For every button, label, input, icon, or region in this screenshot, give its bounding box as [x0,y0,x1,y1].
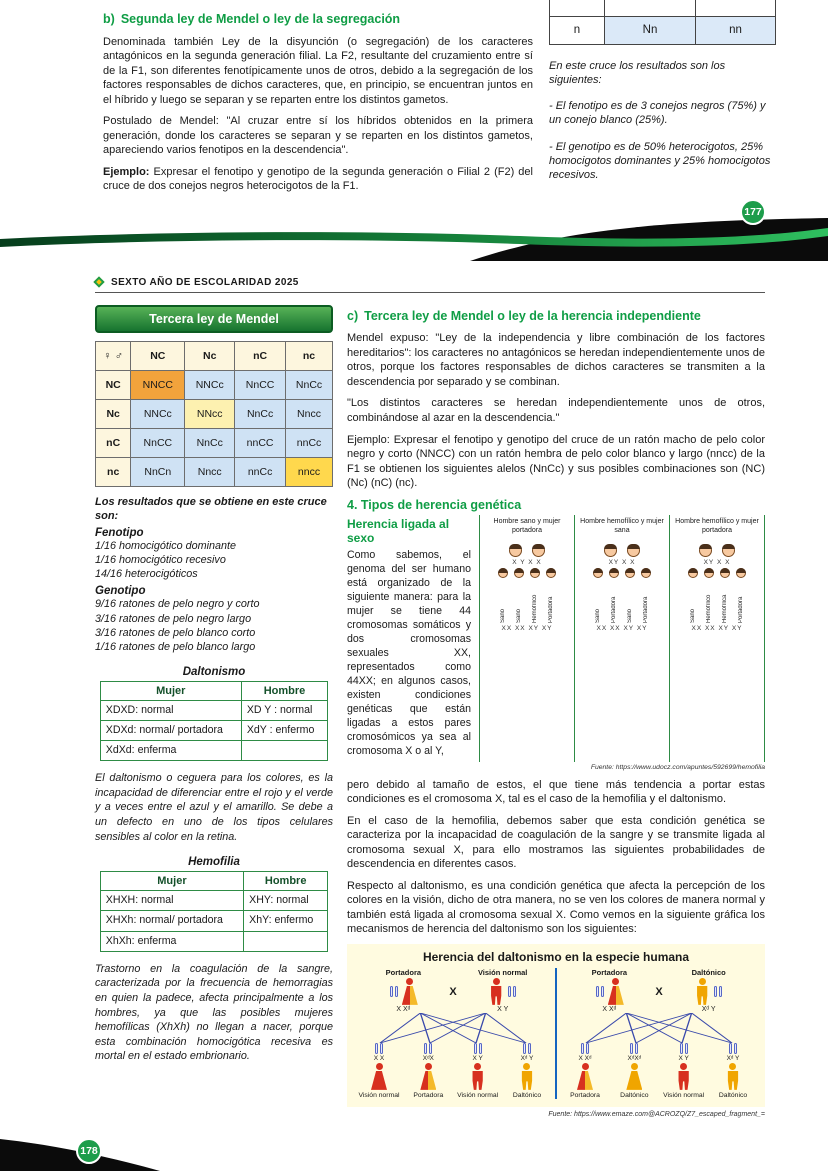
table-row [96,428,333,457]
section-c-heading [347,309,765,325]
page-177-section [0,0,828,201]
children-chromosomes: XX XX XY XY [596,625,648,633]
cell: XDXD: normal [100,700,241,720]
section-c-para3: Ejemplo: Expresar el fenotipo y genotipo del cruce de un ratón macho de pelo color negro y corto (NNCC) con un ratón hembra de pelo color blanco y largo (nncc) de la F1 se obtienen los siguientes alelos (NnCc) y sus posibles combinaciones son (NC) (Nc) (nC) (nc). [347,433,765,490]
genotipo-item: 1/16 ratones de pelo blanco largo [95,640,256,653]
child-face-icon [641,568,651,578]
parent-chromosomes: X Xᵈ [602,1005,617,1013]
daltonismo-para: Respecto al daltonismo, es una condición genética que afecta la percepción de los colores en la visión, dicho de otra manera, no se ven los colores de manera normal y también está ligada al cromosoma sexual X. Como vemos en la siguiente gráfica los mecanismos de herencia del daltonismo son los siguientes: [347,879,765,936]
child-label: Portadora [738,596,744,624]
child-figure [505,1043,549,1099]
children-row [357,1043,549,1099]
child-figure [641,568,651,623]
hemofilia-table-title: Hemofilia [188,856,240,869]
panel-title: Hombre hemofílico y mujer sana [580,518,664,534]
punnett-corner: ♀ ♂ [96,341,131,370]
chromosome-pair-icon [374,1043,384,1054]
punnett-cell: nncc [286,457,333,486]
child-label: Sano [627,609,633,624]
parent-figure [467,968,539,1013]
punnett-cell: NnCn [131,457,185,486]
child-face-icon [736,568,746,578]
child-chromosomes: X Y [678,1054,689,1062]
child-face-icon [704,568,714,578]
chromosome-pair-icon [423,1043,433,1054]
results-intro: Los resultados que se obtiene en este cruce son: [95,495,327,523]
results-item-genotipo: - El genotipo es de 50% heterocigotos, 25% homocigotos dominantes y 25% homocigotos recesivos. [549,140,771,182]
child-figure [662,1043,706,1099]
child-figure [563,1043,607,1099]
mother-face-icon [722,544,735,557]
table-row [100,872,327,891]
table-row [96,399,333,428]
parent-label: Portadora [591,967,628,977]
punnett-col-header: Nc [185,341,235,370]
punnett-cell: n [550,16,605,44]
fenotipo-item: 14/16 heterocigóticos [95,568,198,581]
heading-text: 4. Tipos de herencia genética [347,497,522,512]
page-number-badge: 178 [76,1138,102,1164]
child-figure [688,568,698,623]
child-chromosomes: X Y [472,1054,483,1062]
child-label: Portadora [570,1091,600,1099]
father-face-icon [509,544,522,557]
header-title: SEXTO AÑO DE ESCOLARIDAD 2025 [111,276,299,288]
child-face-icon [688,568,698,578]
children-chromosomes: XX XX XY XY [691,625,743,633]
section-b [103,8,533,201]
cell: XhXh: enferma [100,931,243,951]
chromosome-pair-icon [595,986,605,997]
child-label: Hemofílica [722,594,728,624]
table-row [550,16,776,44]
table-row [550,0,776,16]
parents-row [563,968,755,1013]
cell: XHXh: normal/ portadora [100,911,243,931]
punnett-cell: NnCc [286,370,333,399]
child-label: Sano [690,609,696,624]
child-label: Sano [516,609,522,624]
sex-linked-para: Como sabemos, el genoma del ser humano está organizado de la siguiente manera: para la mujer se tiene 44 cromosomas somáticos y dos cromosomas sexuales XX, representados como 44XX; en algunos casos, existen condiciones genéticas que están ligadas a estos pares cromosómicos ya sea al cromosoma X o al Y, [347,549,471,757]
parent-figure [673,968,745,1013]
page-number-badge: 177 [740,199,766,225]
person-figure [694,978,710,1005]
ejemplo-label: Ejemplo: [103,165,150,178]
child-chromosomes: XᵈX [422,1054,434,1062]
col-header: Mujer [100,681,241,700]
sex-linked-subheading: Herencia ligada al sexo [347,517,450,546]
child-chromosomes: X X [373,1054,385,1062]
parents-row [699,544,735,557]
child-face-icon [720,568,730,578]
punnett-cell: NnCc [235,399,286,428]
child-label: Daltónico [620,1091,649,1099]
fenotipo-item: 1/16 homocigótico dominante [95,540,237,553]
children-row [593,568,651,623]
person-figure [608,978,624,1005]
chromosome-pair-icon [507,986,517,997]
genotipo-label: Genotipo [95,585,146,598]
hemofilia-table [100,871,328,952]
wave-graphic [0,215,828,261]
parent-label: Visión normal [477,967,528,977]
cell: XdXd: enferma [100,741,241,761]
fenotipo-label: Fenotipo [95,527,144,540]
genotipo-item: 3/16 ratones de pelo negro largo [95,612,252,625]
punnett-cell: NNCc [131,399,185,428]
daltonismo-table [100,681,328,762]
child-label: Portadora [611,596,617,624]
child-figure [711,1043,755,1099]
table-row [100,931,327,951]
child-chromosomes: Xᵈ Y [726,1054,740,1062]
child-label: Sano [500,609,506,624]
person-figure [402,978,418,1005]
hemofilia-panel [670,515,765,762]
child-chromosomes: Xᵈ Y [520,1054,534,1062]
cell [241,741,327,761]
punnett-cell: nn [696,16,776,44]
table-row [96,457,333,486]
punnett-col-header: NC [131,341,185,370]
table-row [96,370,333,399]
parents-chromosomes: XY X X [703,559,731,567]
child-face-icon [498,568,508,578]
child-label: Daltónico [512,1091,542,1099]
parents-row [509,544,545,557]
section-b-heading [103,12,533,28]
hemofilia-inheritance-figure [479,515,765,762]
child-figure [612,1043,656,1099]
section-c-para1: Mendel expuso: "Ley de la independencia y libre combinación de los factores hereditarios": los caracteres no antagónicos se heredan independientemente unos de otros, porque los factores responsables de dichos caracteres se transmiten a la descendencia por separado y se combinan. [347,332,765,388]
chromosome-pair-icon [629,1043,639,1054]
col-header: Mujer [100,872,243,891]
table-row [100,720,327,740]
person-figure [577,1063,593,1090]
sex-linked-para-cont: pero debido al tamaño de estos, el que tiene más tendencia a portar estas condiciones es el cromosoma X, tal es el caso de la hemofilia y el daltonismo. [347,778,765,806]
punnett-cell: nnCc [286,428,333,457]
col-header: Hombre [244,872,328,891]
child-face-icon [514,568,524,578]
person-figure [626,1063,642,1090]
parent-label: Daltónico [691,967,726,977]
mother-face-icon [627,544,640,557]
diamond-icon [93,277,104,288]
page-178-header [95,277,765,293]
page-divider-wave [0,205,828,261]
page-178-body [0,293,828,1119]
child-label: Visión normal [663,1091,705,1099]
cell: XHY: normal [244,891,328,911]
child-chromosomes: XᵈXᵈ [627,1054,642,1062]
child-figure [514,568,524,623]
punnett-cell: Nncc [286,399,333,428]
child-label: Portadora [643,596,649,624]
punnett-row-header: nc [96,457,131,486]
child-figure [704,568,714,623]
person-figure [676,1063,692,1090]
section-b-para1: Denominada también Ley de la disyunción (o segregación) de los caracteres antagónicos en la segunda generación filial. La F2, resultante del cruzamiento entre sí de la F1, son diferentes fenotípicamente unos de otros, debido a la segregación de los factores responsables de dichos caracteres, que, en principio, se encuentran juntos en el híbrido y luego se separan y se reparten entre los distintos gametos. [103,35,533,106]
heading-prefix: b) [103,12,115,26]
punnett-col-header: nc [286,341,333,370]
punnett-cell: NNCc [185,370,235,399]
results-intro: En este cruce los resultados son los siguientes: [549,59,726,86]
punnett-cell: NNcc [185,399,235,428]
punnett-cell: NnCC [131,428,185,457]
hemofilia-panel [480,515,575,762]
chromosome-pair-icon [679,1043,689,1054]
cell: XDXd: normal/ portadora [100,720,241,740]
chromosome-pair-icon [713,986,723,997]
cross-symbol: X [449,985,457,998]
cell: XD Y : normal [241,700,327,720]
results-item-fenotipo: - El fenotipo es de 3 conejos negros (75%) y un conejo blanco (25%). [549,100,766,127]
table-row [96,341,333,370]
heading-text: Tercera ley de Mendel o ley de la herencia independiente [364,308,701,323]
heading-text: Segunda ley de Mendel o ley de la segregación [120,12,401,26]
child-figure [736,568,746,623]
child-face-icon [609,568,619,578]
mother-face-icon [532,544,545,557]
third-law-punnett-table [95,341,333,487]
child-label: Hemofílico [532,594,538,624]
child-face-icon [593,568,603,578]
daltonismo-note: El daltonismo o ceguera para los colores, es la incapacidad de diferenciar entre el rojo y el verde y a veces entre el azul y el amarillo. Se debe a un defecto en uno de los tipos celulares sensibles al color en la retina. [95,772,333,843]
parent-figure [367,968,439,1013]
cross-results-notes [549,59,776,183]
punnett-cell: Nncc [185,457,235,486]
chromosome-pair-icon [389,986,399,997]
daltonismo-table-title: Daltonismo [182,665,246,678]
child-figure [546,568,556,623]
parents-chromosomes: XY X X [608,559,636,567]
panel-title: Hombre sano y mujer portadora [493,518,561,534]
punnett-cell: NnCC [235,370,286,399]
cross-diagram-left [353,968,553,1099]
child-label: Daltónico [718,1091,748,1099]
section-b-ejemplo [103,165,533,194]
table-row [100,911,327,931]
parent-label: Portadora [385,967,422,977]
sex-linked-block [347,515,765,762]
father-face-icon [604,544,617,557]
child-chromosomes: X Xᵈ [578,1054,592,1062]
person-figure [519,1063,535,1090]
child-label: Portadora [548,596,554,624]
child-figure [456,1043,500,1099]
chromosome-pair-icon [473,1043,483,1054]
child-face-icon [546,568,556,578]
parent-chromosomes: X Xᵈ [396,1005,411,1013]
inheritance-lines [357,1013,549,1043]
person-figure [470,1063,486,1090]
parents-row [604,544,640,557]
col-header: Hombre [241,681,327,700]
child-label: Portadora [413,1091,444,1099]
punnett-cell: nnCC [235,428,286,457]
person-figure [371,1063,387,1090]
child-figure [609,568,619,623]
cross-symbol: X [655,985,663,998]
sex-linked-text [347,515,471,762]
punnett-row-header: Nc [96,399,131,428]
child-figure [498,568,508,623]
children-chromosomes: XX XX XY XY [501,625,553,633]
table-row [100,741,327,761]
punnett-col-header: nC [235,341,286,370]
person-figure [725,1063,741,1090]
child-label: Sano [595,609,601,624]
parents-chromosomes: X Y X X [512,559,542,567]
parent-chromosomes: Xᵈ Y [701,1005,716,1013]
child-figure [406,1043,450,1099]
figure-divider [555,968,557,1099]
cross-diagram-right [559,968,759,1099]
chromosome-pair-icon [728,1043,738,1054]
daltonismo-inheritance-figure [347,944,765,1107]
child-figure [593,568,603,623]
table-row [100,700,327,720]
cell: XhY: enfermo [244,911,328,931]
child-face-icon [625,568,635,578]
third-law-title-box: Tercera ley de Mendel [95,305,333,333]
figure-title: Herencia del daltonismo en la especie humana [422,949,690,964]
parent-figure [573,968,645,1013]
child-figure [720,568,730,623]
chromosome-pair-icon [580,1043,590,1054]
children-row [688,568,746,623]
section-b-results [549,0,776,201]
fenotipo-item: 1/16 homocigótico recesivo [95,554,226,567]
parents-row [357,968,549,1013]
hemofilia-para: En el caso de la hemofilia, debemos saber que esta condición genética se caracteriza por la incapacidad de coagulación de la sangre y se transmite ligada al cromosoma sexual X, para ello mostramos las siguientes probabilidades de descendencia en diferentes casos. [347,814,765,871]
punnett-fragment-table [549,0,776,45]
inheritance-lines [563,1013,755,1043]
cell: XHXH: normal [100,891,243,911]
punnett-cell: NNCC [131,370,185,399]
heading-prefix: c) [347,308,359,323]
children-row [563,1043,755,1099]
punnett-row-header: nC [96,428,131,457]
parent-chromosomes: X Y [497,1005,509,1013]
genotipo-item: 3/16 ratones de pelo blanco corto [95,626,256,639]
left-column [95,305,333,1119]
child-label: Visión normal [358,1091,400,1099]
panel-title: Hombre hemofílico y mujer portadora [675,518,759,534]
child-face-icon [530,568,540,578]
figure-halves [353,968,759,1099]
section-4-heading [347,498,765,514]
daltonismo-figure-source: Fuente: https://www.emaze.com@ACROZQ/Z7_escaped_fragment_= [548,1111,765,1119]
right-column [347,305,765,1119]
children-row [498,568,556,623]
table-row [100,681,327,700]
punnett-cell: NnCc [185,428,235,457]
cell [244,931,328,951]
hemofilia-panel [575,515,670,762]
person-figure [420,1063,436,1090]
child-figure [530,568,540,623]
cell: XdY : enfermo [241,720,327,740]
child-figure [625,568,635,623]
punnett-cell: nnCc [235,457,286,486]
father-face-icon [699,544,712,557]
child-label: Visión normal [457,1091,499,1099]
table-row [100,891,327,911]
section-c-para2: "Los distintos caracteres se heredan independientemente unos de otros, combinándose al azar en la descendencia." [347,397,765,424]
punnett-row-header: NC [96,370,131,399]
hemofilia-figure-source: Fuente: https://www.udocz.com/apuntes/592699/hemofilia [590,763,765,771]
person-figure [488,978,504,1005]
child-figure [357,1043,401,1099]
hemofilia-note: Trastorno en la coagulación de la sangre, caracterizada por la frecuencia de hemorragias en quien la padece, afecta principalmente a los hombres, ya que las posibles mujeres hemofílicas (XhXh) no llegan a nacer, porque esta combinación homocigótica recesiva es mortal en el estado embrionario. [95,962,333,1063]
chromosome-pair-icon [522,1043,532,1054]
genotipo-item: 9/16 ratones de pelo negro y corto [95,598,260,611]
section-b-para2: Postulado de Mendel: "Al cruzar entre sí los híbridos obtenidos en la primera generación, donde los caracteres se separan y se reparten en los distintos gametos, apareciendo varios fenotipos en la descendencia". [103,115,533,157]
punnett-cell: Nn [605,16,696,44]
ejemplo-text: Expresar el fenotipo y genotipo de la segunda generación o Filial 2 (F2) del cruce de dos conejos negros heterocigotos de la F1. [103,165,533,193]
child-label: Hemofílico [706,594,712,624]
